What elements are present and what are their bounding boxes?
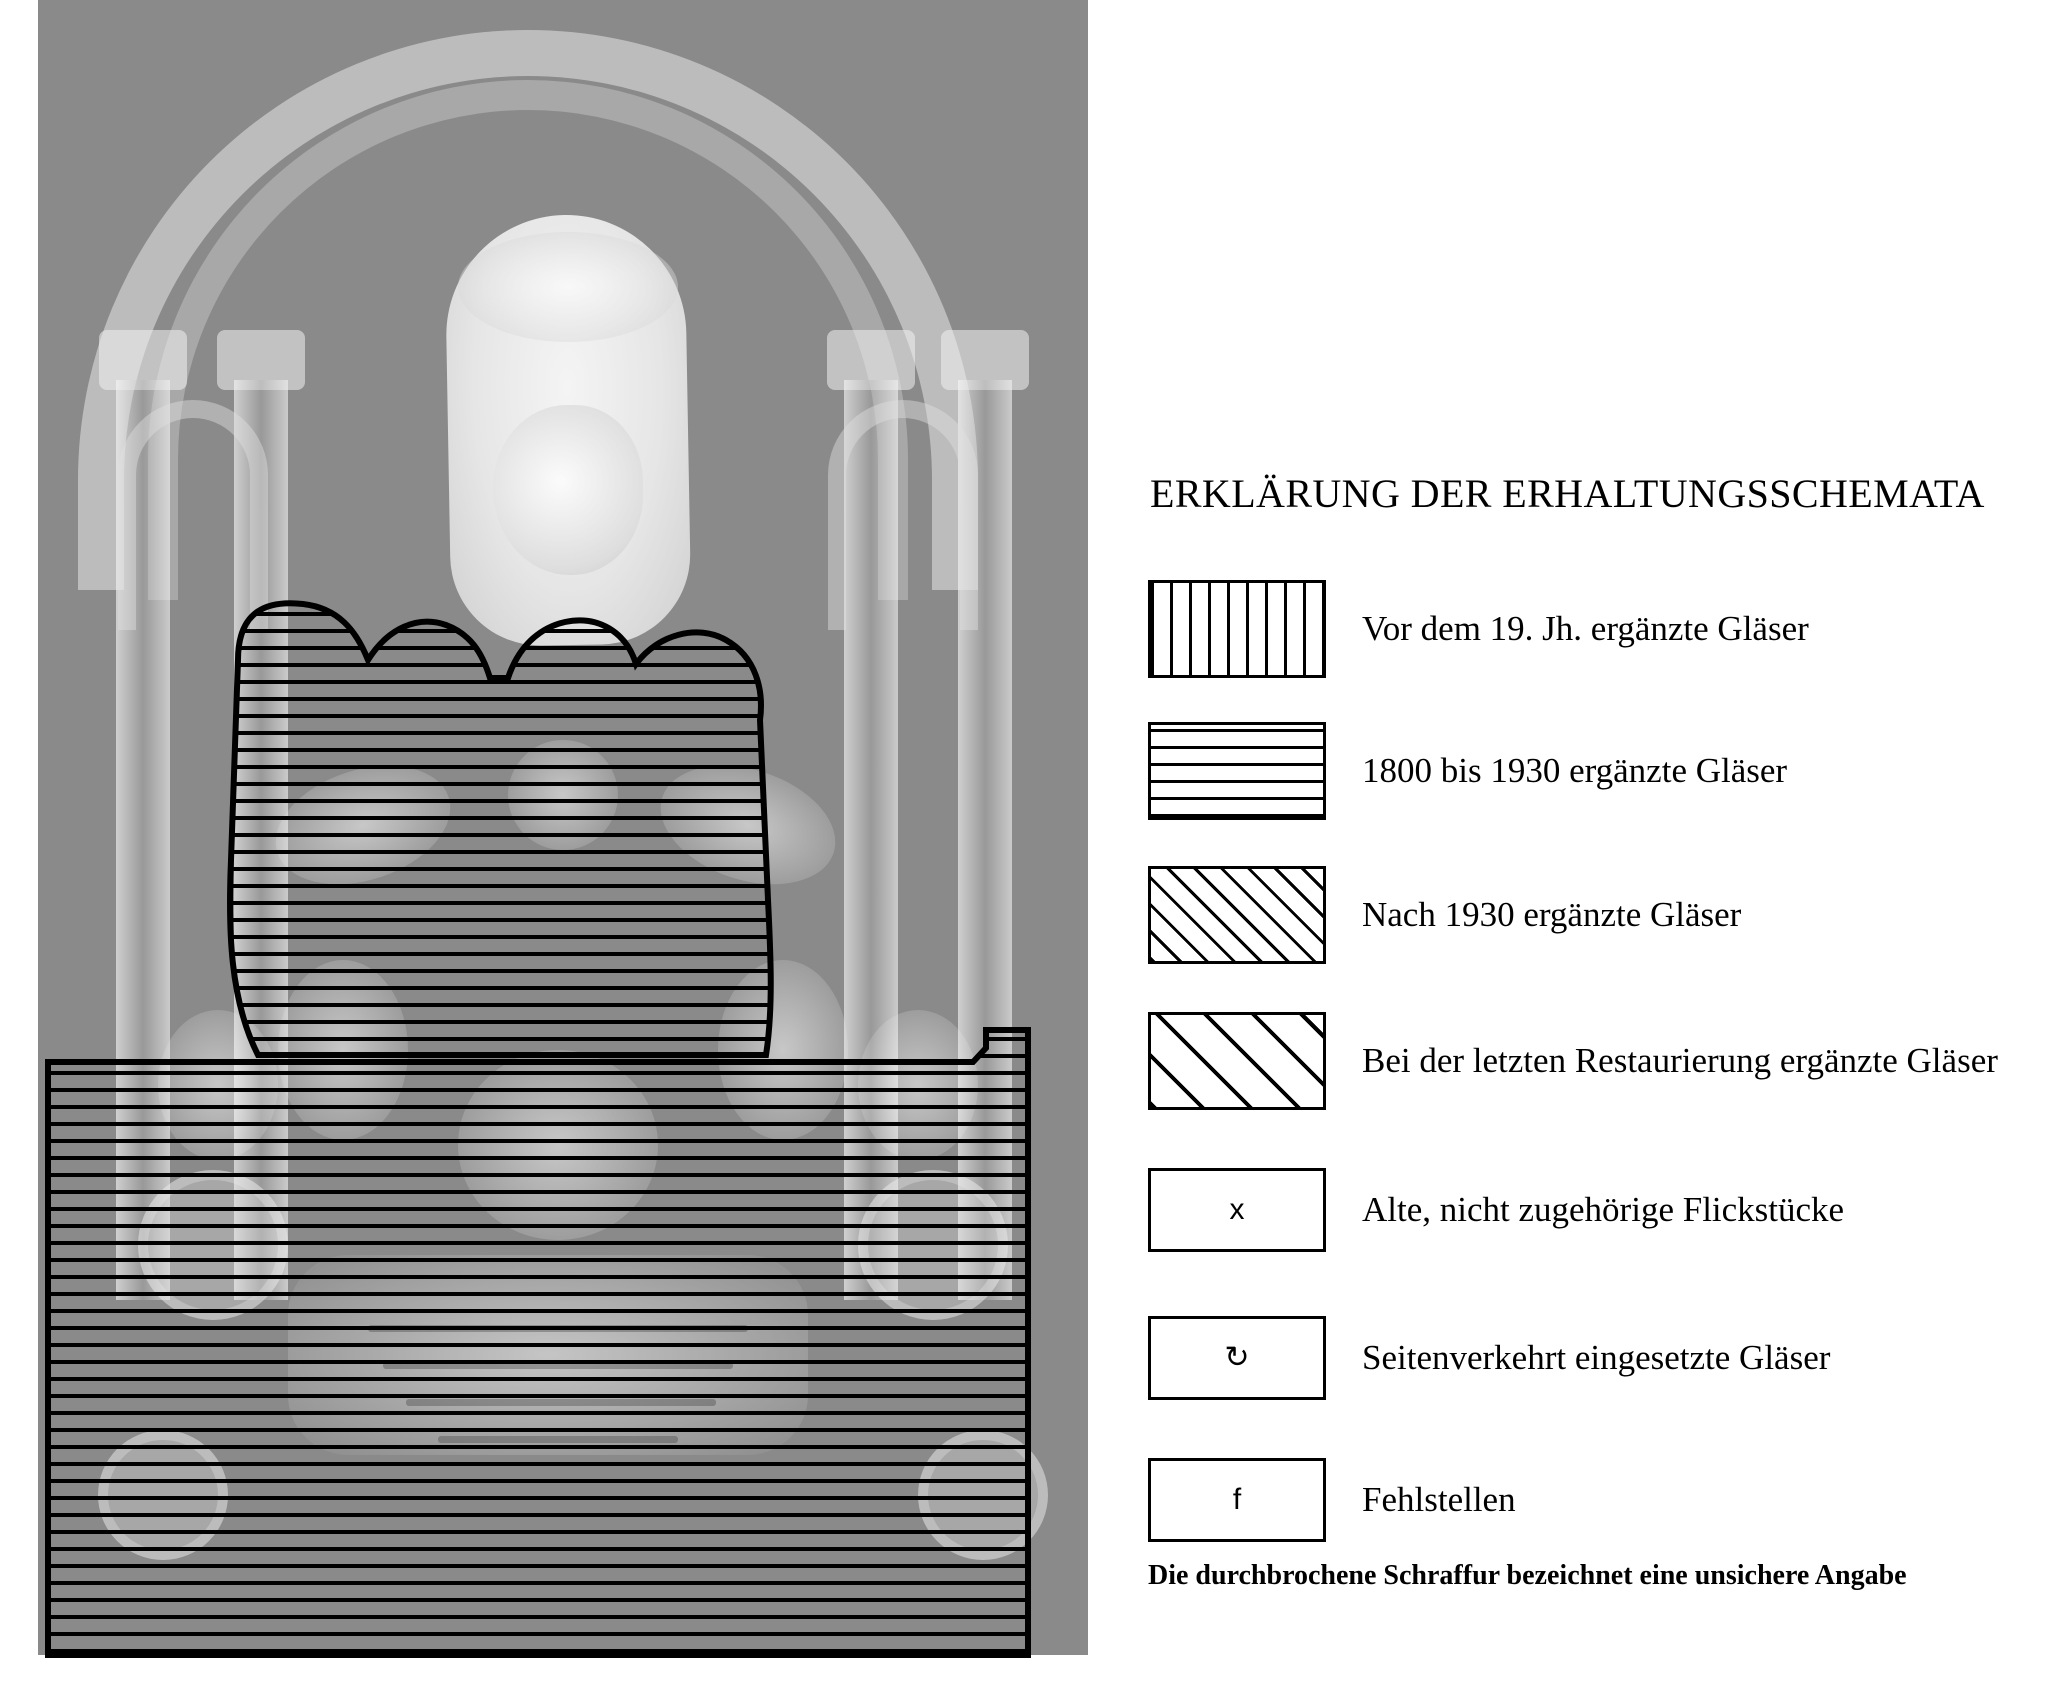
arch-band-inner: [148, 80, 908, 600]
swatch-diagonal-hatch-narrow: [1148, 866, 1326, 964]
inscription-line: [406, 1399, 716, 1406]
swatch-symbol-x: [1148, 1168, 1326, 1252]
legend-item-vor-19-jh: [1148, 580, 2028, 678]
scroll-ornament: [98, 1430, 228, 1560]
column-right-outer: [958, 380, 1012, 1300]
inscription-line: [383, 1362, 733, 1369]
conservation-diagram: [38, 0, 1088, 1683]
column-left-inner: [234, 380, 288, 1300]
capital-right-outer: [941, 330, 1029, 390]
swatch-vertical-hatch: [1148, 580, 1326, 678]
scroll-ornament: [918, 1430, 1048, 1560]
foliage-ornament: [158, 1010, 278, 1160]
inscription-line: [438, 1436, 678, 1443]
legend-item-label: Bei der letzten Restaurierung ergänzte Gläser: [1362, 1041, 1998, 1081]
inscription-line: [368, 1325, 748, 1332]
foliage-ornament: [718, 960, 848, 1140]
legend-footnote: Die durchbrochene Schraffur bezeichnet eine unsichere Angabe: [1148, 1560, 1907, 1591]
foliage-ornament: [508, 740, 618, 850]
scroll-ornament: [858, 1170, 1008, 1320]
rotate-icon: ↻: [1224, 1341, 1250, 1374]
column-left-outer: [116, 380, 170, 1300]
foliage-ornament: [260, 745, 465, 905]
foliage-ornament: [858, 1010, 978, 1160]
legend-item-label: Seitenverkehrt eingesetzte Gläser: [1362, 1338, 1831, 1378]
legend-item-seitenverkehrt: [1148, 1316, 2028, 1400]
legend-item-label: Vor dem 19. Jh. ergänzte Gläser: [1362, 609, 1809, 649]
legend-item-label: Alte, nicht zugehörige Flickstücke: [1362, 1190, 1845, 1230]
legend-item-label: 1800 bis 1930 ergänzte Gläser: [1362, 751, 1788, 791]
capital-left-outer: [99, 330, 187, 390]
legend-item-label: Nach 1930 ergänzte Gläser: [1362, 895, 1742, 935]
niche-left: [118, 400, 268, 630]
legend-item-nach-1930: [1148, 866, 2028, 964]
window-photograph: [38, 0, 1088, 1655]
fruit-swag-ornament: [458, 232, 678, 342]
f-icon: f: [1232, 1483, 1242, 1516]
capital-right-inner: [827, 330, 915, 390]
swatch-symbol-f: [1148, 1458, 1326, 1542]
legend-item-fehlstellen: [1148, 1458, 2028, 1542]
lion-head-crest: [493, 405, 643, 575]
foliage-ornament: [278, 960, 408, 1140]
legend-panel: [1130, 0, 2030, 1683]
swatch-horizontal-hatch: [1148, 722, 1326, 820]
column-right-inner: [844, 380, 898, 1300]
foliage-ornament: [645, 745, 850, 905]
scroll-ornament: [138, 1170, 288, 1320]
legend-title: ERKLÄRUNG DER ERHALTUNGSSCHEMATA: [1150, 471, 1985, 516]
arch-band-outer: [78, 30, 978, 590]
niche-right: [828, 400, 978, 630]
capital-left-inner: [217, 330, 305, 390]
inscription-banner: [288, 1255, 808, 1455]
legend-item-1800-1930: [1148, 722, 2028, 820]
swatch-symbol-rotate: [1148, 1316, 1326, 1400]
x-icon: x: [1229, 1193, 1245, 1226]
legend-item-letzte-restaurierung: [1148, 1012, 2028, 1110]
legend-item-label: Fehlstellen: [1362, 1480, 1516, 1520]
swatch-diagonal-hatch-wide: [1148, 1012, 1326, 1110]
legend-item-flickstuecke: [1148, 1168, 2028, 1252]
cartouche: [444, 213, 691, 647]
foliage-ornament: [458, 1050, 658, 1240]
